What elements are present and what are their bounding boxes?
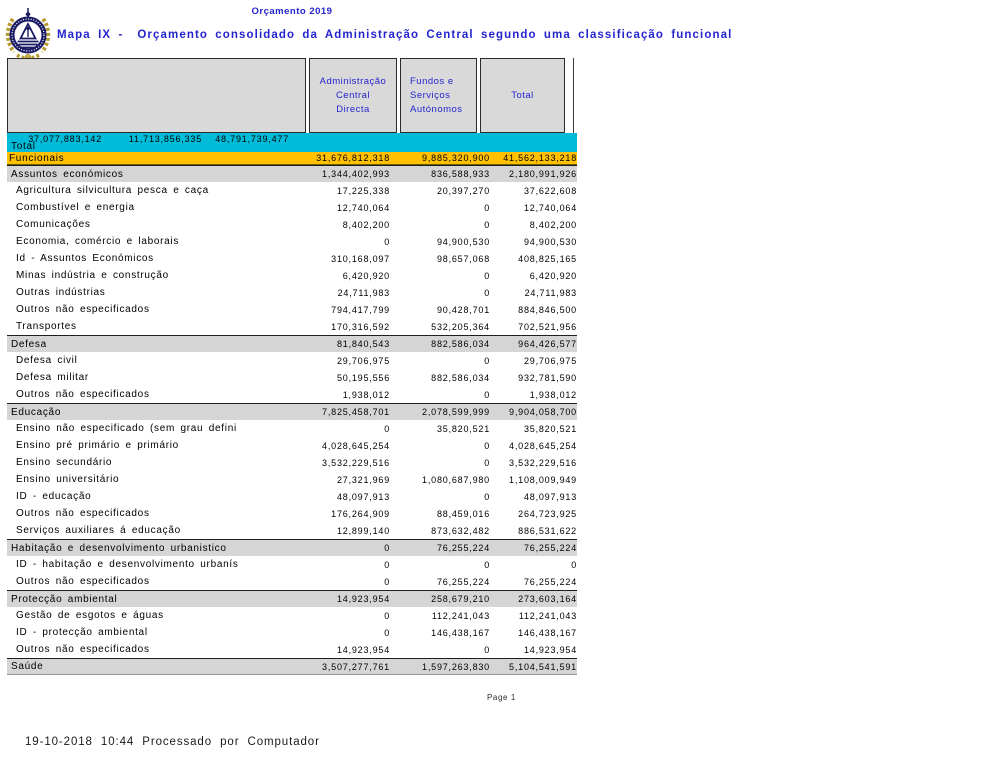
- row-value-fundos-servicos: 1,080,687,980: [422, 474, 490, 485]
- row-value-total: 146,438,167: [518, 627, 577, 638]
- row-value-total: 14,923,954: [523, 644, 577, 655]
- row-value-total: 964,426,577: [518, 339, 577, 349]
- row-label: Habitação e desenvolvimento urbanistico: [11, 542, 227, 554]
- row-value-admin-central: 31,676,812,318: [316, 153, 390, 163]
- row-value-total: 4,028,645,254: [509, 440, 577, 451]
- col-header-line: Central: [335, 89, 371, 101]
- col-header-line: Total: [511, 89, 534, 101]
- row-value-fundos-servicos: 9,885,320,900: [422, 153, 490, 163]
- table-row: [7, 437, 577, 454]
- budget-table: [7, 58, 577, 675]
- row-value-admin-central: 794,417,799: [331, 304, 390, 315]
- table-row: [7, 641, 577, 658]
- row-label: Total: [11, 141, 36, 152]
- table-row: [7, 199, 577, 216]
- row-label: Defesa civil: [16, 355, 78, 366]
- row-value-fundos-servicos: 258,679,210: [431, 594, 490, 604]
- row-label: Ensino secundário: [16, 457, 113, 468]
- row-value-admin-central: 8,402,200: [342, 219, 390, 230]
- table-row: [7, 573, 577, 590]
- col-header-total: [480, 58, 565, 133]
- row-value-fundos-servicos: 0: [484, 202, 490, 213]
- page-number: Page 1: [487, 693, 516, 702]
- row-value-admin-central: 37,077,883,142: [28, 134, 102, 144]
- row-value-admin-central: 17,225,338: [336, 185, 390, 196]
- table-header: [7, 58, 577, 133]
- row-label: Ensino universitário: [16, 474, 120, 485]
- col-header-admin-central: [309, 58, 397, 133]
- row-value-fundos-servicos: 76,255,224: [436, 576, 490, 587]
- row-value-fundos-servicos: 0: [484, 287, 490, 298]
- row-value-admin-central: 29,706,975: [336, 355, 390, 366]
- table-row: [7, 301, 577, 318]
- row-value-total: 2,180,991,926: [509, 169, 577, 179]
- table-row: [7, 658, 577, 675]
- row-label: Comunicações: [16, 219, 91, 230]
- row-value-fundos-servicos: 0: [484, 355, 490, 366]
- col-header-fundos-servicos: [400, 58, 477, 133]
- map-title: [57, 29, 732, 41]
- row-value-fundos-servicos: 873,632,482: [431, 525, 490, 536]
- row-value-admin-central: 7,825,458,701: [322, 407, 390, 417]
- row-value-admin-central: 24,711,983: [337, 287, 390, 298]
- row-value-admin-central: 0: [384, 627, 390, 638]
- row-value-admin-central: 0: [384, 423, 390, 434]
- row-value-fundos-servicos: 532,205,364: [431, 321, 490, 332]
- row-label: Outros não especificados: [16, 304, 150, 315]
- table-row: [7, 386, 577, 403]
- row-value-fundos-servicos: 146,438,167: [431, 627, 490, 638]
- row-label: Defesa: [11, 338, 47, 350]
- row-value-total: 6,420,920: [529, 270, 577, 281]
- row-value-total: 112,241,043: [518, 610, 577, 621]
- table-row: [7, 522, 577, 539]
- row-value-admin-central: 12,899,140: [336, 525, 390, 536]
- row-label: Transportes: [16, 321, 77, 332]
- table-row: [7, 607, 577, 624]
- row-value-admin-central: 50,195,556: [336, 372, 390, 383]
- document-title: Orçamento 2019: [251, 6, 333, 17]
- row-value-fundos-servicos: 882,586,034: [431, 339, 490, 349]
- row-value-admin-central: 176,264,909: [331, 508, 390, 519]
- table-row: [7, 233, 577, 250]
- row-label: Outros não especificados: [16, 389, 150, 400]
- row-label: Outros não especificados: [16, 508, 150, 519]
- table-row: [7, 454, 577, 471]
- row-value-total: 408,825,165: [518, 253, 577, 264]
- table-row: [7, 539, 577, 556]
- col-header-line: Autónomos: [410, 103, 463, 115]
- row-value-admin-central: 48,097,913: [336, 491, 390, 502]
- row-value-admin-central: 0: [384, 610, 390, 621]
- table-row: [7, 284, 577, 301]
- processed-footer: 19-10-2018 10:44 Processado por Computador: [25, 736, 320, 748]
- table-row: [7, 267, 577, 284]
- row-value-total: 932,781,590: [518, 372, 577, 383]
- row-value-admin-central: 0: [384, 236, 390, 247]
- row-value-total: 273,603,164: [518, 594, 577, 604]
- row-label: Combustível e energia: [16, 202, 135, 213]
- col-header-line: Administração: [319, 75, 387, 87]
- row-label: Outros não especificados: [16, 576, 150, 587]
- row-value-fundos-servicos: 0: [484, 644, 490, 655]
- row-value-total: 24,711,983: [524, 287, 577, 298]
- map-label: Mapa IX -: [57, 29, 124, 41]
- col-header-empty: [7, 58, 306, 133]
- row-label: Serviços auxiliares á educação: [16, 525, 181, 536]
- table-row: [7, 152, 577, 165]
- row-label: Outras indústrias: [16, 287, 106, 298]
- row-value-fundos-servicos: 0: [484, 389, 490, 400]
- table-row: [7, 182, 577, 199]
- row-value-admin-central: 0: [384, 576, 390, 587]
- table-row: [7, 624, 577, 641]
- row-value-total: 37,622,608: [523, 185, 577, 196]
- table-row: [7, 471, 577, 488]
- row-value-fundos-servicos: 836,588,933: [431, 169, 490, 179]
- row-label: Id - Assuntos Económicos: [16, 253, 154, 264]
- row-value-total: 12,740,064: [523, 202, 577, 213]
- row-value-fundos-servicos: 0: [484, 219, 490, 230]
- row-value-fundos-servicos: 0: [484, 270, 490, 281]
- row-label: Saúde: [11, 661, 44, 672]
- row-label: Minas indústria e construção: [16, 270, 169, 281]
- row-label: Funcionais: [9, 152, 65, 164]
- table-row: [7, 403, 577, 420]
- row-value-total: 5,104,541,591: [509, 661, 577, 672]
- row-value-total: 9,904,058,700: [509, 407, 577, 417]
- table-row: [7, 488, 577, 505]
- row-value-total: 41,562,133,218: [503, 153, 577, 163]
- row-value-fundos-servicos: 76,255,224: [436, 543, 490, 553]
- row-label: Assuntos económicos: [11, 168, 124, 180]
- row-value-total: 48,097,913: [523, 491, 577, 502]
- row-value-total: 76,255,224: [523, 543, 577, 553]
- table-row: [7, 165, 577, 182]
- row-label: Defesa militar: [16, 372, 89, 383]
- row-value-total: 702,521,956: [518, 321, 577, 332]
- row-value-total: 886,531,622: [518, 525, 577, 536]
- row-value-admin-central: 170,316,592: [331, 321, 390, 332]
- row-value-total: 35,820,521: [523, 423, 577, 434]
- table-row: [7, 318, 577, 335]
- row-value-admin-central: 14,923,954: [336, 644, 390, 655]
- row-label: Gestão de esgotos e águas: [16, 610, 164, 621]
- row-label: Educação: [11, 406, 62, 418]
- row-value-admin-central: 1,344,402,993: [322, 169, 390, 179]
- row-label: ID - protecção ambiental: [16, 627, 148, 638]
- row-label: Agricultura silvicultura pesca e caça: [16, 185, 209, 196]
- table-row: [7, 335, 577, 352]
- row-value-admin-central: 12,740,064: [336, 202, 390, 213]
- row-value-total: 3,532,229,516: [509, 457, 577, 468]
- table-row: [7, 352, 577, 369]
- row-label: Ensino pré primário e primário: [16, 440, 179, 451]
- row-label: Economia, comércio e laborais: [16, 236, 180, 247]
- row-value-fundos-servicos: 112,241,043: [431, 610, 490, 621]
- col-header-line: Fundos e: [410, 75, 454, 87]
- row-value-admin-central: 3,532,229,516: [322, 457, 390, 468]
- row-value-total: 264,723,925: [518, 508, 577, 519]
- row-value-total: 0: [571, 559, 577, 570]
- row-value-total: 29,706,975: [523, 355, 577, 366]
- row-label: Ensino não especificado (sem grau defini: [16, 423, 237, 434]
- row-value-admin-central: 81,840,543: [336, 339, 390, 349]
- map-title-text: Orçamento consolidado da Administração Central segundo uma classificação funcional: [137, 29, 733, 41]
- row-value-total: 94,900,530: [523, 236, 577, 247]
- table-row: [7, 505, 577, 522]
- row-value-fundos-servicos: 882,586,034: [431, 372, 490, 383]
- row-value-admin-central: 6,420,920: [342, 270, 390, 281]
- table-row: [7, 420, 577, 437]
- row-value-total: 1,938,012: [529, 389, 577, 400]
- row-value-fundos-servicos: 20,397,270: [436, 185, 490, 196]
- row-value-total: 76,255,224: [523, 576, 577, 587]
- row-label: ID - educação: [16, 491, 92, 502]
- row-value-admin-central: 1,938,012: [342, 389, 390, 400]
- row-value-admin-central: 310,168,097: [331, 253, 390, 264]
- row-value-fundos-servicos: 0: [484, 457, 490, 468]
- row-value-fundos-servicos: 35,820,521: [436, 423, 490, 434]
- row-label: Protecção ambiental: [11, 593, 118, 605]
- table-body: [7, 133, 577, 675]
- row-value-fundos-servicos: 88,459,016: [436, 508, 490, 519]
- row-value-fundos-servicos: 98,657,068: [436, 253, 490, 264]
- col-header-line: Directa: [336, 103, 370, 115]
- row-value-fundos-servicos: 0: [484, 491, 490, 502]
- row-value-total: 8,402,200: [529, 219, 577, 230]
- table-row: [7, 216, 577, 233]
- row-label: Outros não especificados: [16, 644, 150, 655]
- row-value-fundos-servicos: 0: [484, 440, 490, 451]
- col-header-line: Serviços: [410, 89, 451, 101]
- row-value-admin-central: 27,321,969: [336, 474, 390, 485]
- row-value-admin-central: 4,028,645,254: [322, 440, 390, 451]
- row-value-total: 1,108,009,949: [509, 474, 577, 485]
- row-value-fundos-servicos: 94,900,530: [436, 236, 490, 247]
- row-value-fundos-servicos: 90,428,701: [436, 304, 490, 315]
- row-label: ID - habitação e desenvolvimento urbanís: [16, 559, 239, 570]
- row-value-total: 48,791,739,477: [215, 134, 289, 144]
- table-row: [7, 556, 577, 573]
- row-value-fundos-servicos: 1,597,263,830: [422, 661, 490, 672]
- row-value-admin-central: 14,923,954: [336, 594, 390, 604]
- table-row: [7, 369, 577, 386]
- table-row: [7, 133, 577, 152]
- row-value-admin-central: 0: [384, 543, 390, 553]
- row-value-total: 884,846,500: [518, 304, 577, 315]
- row-value-admin-central: 3,507,277,761: [322, 661, 390, 672]
- row-value-fundos-servicos: 11,713,856,335: [128, 134, 202, 144]
- table-row: [7, 250, 577, 267]
- row-value-fundos-servicos: 0: [484, 559, 490, 570]
- row-value-fundos-servicos: 2,078,599,999: [422, 407, 490, 417]
- table-row: [7, 590, 577, 607]
- row-value-admin-central: 0: [384, 559, 390, 570]
